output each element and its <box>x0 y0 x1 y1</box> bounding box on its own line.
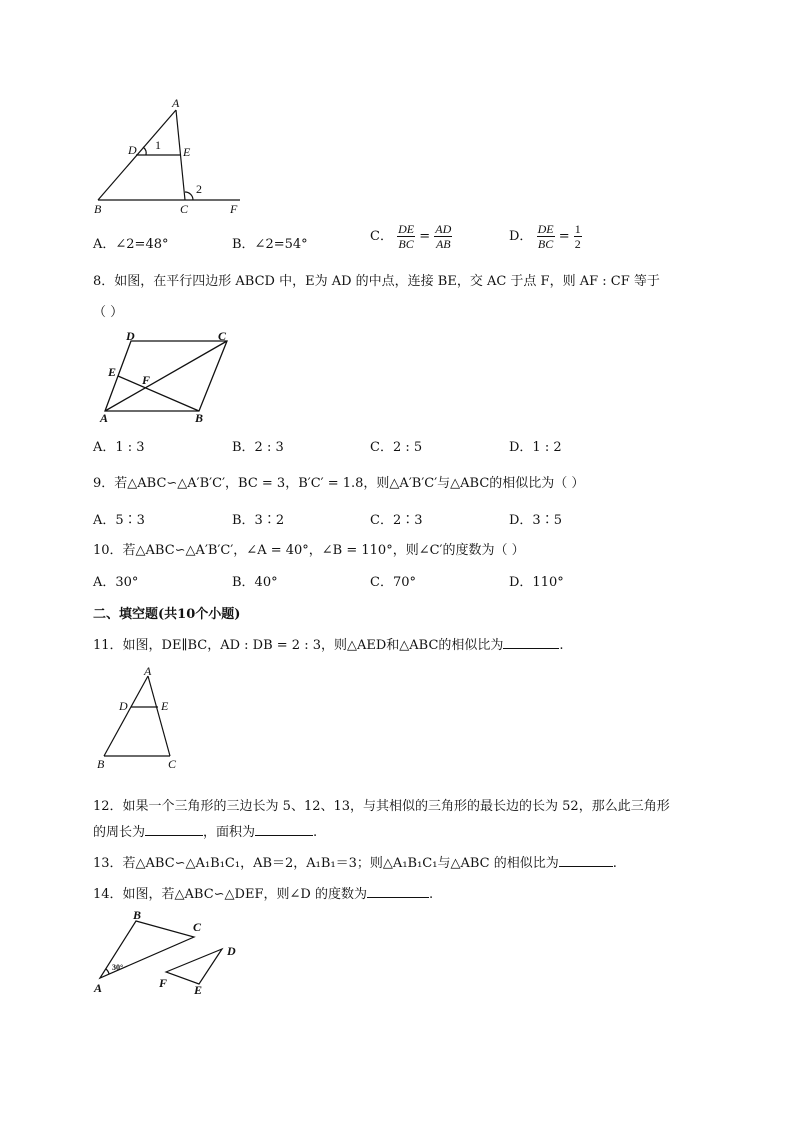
q8-label-e: E <box>108 365 117 379</box>
q10-option-c[interactable]: C．70° <box>370 575 416 590</box>
q14-answer-blank[interactable] <box>367 885 429 898</box>
q7-option-c-prefix: C． <box>370 229 393 244</box>
q7-label-f: F <box>230 202 238 216</box>
q14-figure <box>90 906 250 1001</box>
q14-angle-label: 30° <box>112 963 124 972</box>
q11-text: 11．如图，DE∥BC，AD : DB = 2 : 3，则△AED和△ABC的相似比为 <box>93 638 504 653</box>
q10-option-d[interactable]: D．110° <box>509 575 564 590</box>
q10-option-b[interactable]: B．40° <box>232 575 278 590</box>
q13-answer-blank[interactable] <box>559 854 613 867</box>
q7-angle-1: 1 <box>155 138 161 152</box>
q7-option-c[interactable] <box>370 222 452 251</box>
q8-text: 8．如图，在平行四边形 ABCD 中，E为 AD 的中点，连接 BE，交 AC 于点 F，则 AF : CF 等于 <box>93 274 660 289</box>
q11-label-d: D <box>119 699 128 713</box>
q7-label-d: D <box>128 143 137 157</box>
q8-label-b: B <box>195 411 204 425</box>
q14-end: . <box>428 887 434 902</box>
q11-label-e: E <box>161 699 169 713</box>
q13-text: 13．若△ABC∽△A₁B₁C₁，AB＝2，A₁B₁＝3；则△A₁B₁C₁与△ABC 的相似比为 <box>93 856 559 871</box>
q8-label-c: C <box>218 330 227 343</box>
q11-end: . <box>559 638 564 653</box>
q12-line-2 <box>93 821 317 840</box>
q14-label-f: F <box>159 976 168 990</box>
q8-label-f: F <box>142 373 151 387</box>
frac-den: AB <box>435 237 451 251</box>
q8-label-a: A <box>100 411 109 425</box>
q11-figure <box>92 664 187 772</box>
q7-option-a[interactable]: A．∠2=48° <box>93 237 169 252</box>
q8-label-d: D <box>126 330 135 343</box>
q7-option-d[interactable] <box>509 222 582 251</box>
q9-option-d[interactable]: D．3∶5 <box>509 513 562 528</box>
frac-num: DE <box>398 222 415 236</box>
q8-option-d[interactable]: D．1 : 2 <box>509 440 562 455</box>
q7-label-a: A <box>172 96 180 110</box>
q7-option-d-prefix: D． <box>509 229 533 244</box>
q7-option-d-fraction-1 <box>537 222 555 251</box>
q12-area-blank[interactable] <box>255 823 313 836</box>
q11-label-b: B <box>97 757 105 771</box>
q14-label-d: D <box>227 944 236 958</box>
q8-option-c[interactable]: C．2 : 5 <box>370 440 423 455</box>
q14-label-e: E <box>194 983 203 997</box>
frac-den: 2 <box>574 237 581 251</box>
section-heading: 二、填空题(共10个小题) <box>93 607 241 622</box>
q7-option-c-fraction-2 <box>434 222 452 251</box>
q13-end: . <box>612 856 617 871</box>
q11-answer-blank[interactable] <box>503 636 559 649</box>
q10-text: 10．若△ABC∽△A′B′C′，∠A = 40°，∠B = 110°，则∠C′的度数为（ ） <box>93 543 525 558</box>
q14-line <box>93 883 433 902</box>
q9-option-a[interactable]: A．5∶3 <box>93 513 145 528</box>
q7-figure <box>88 94 248 219</box>
q7-label-b: B <box>94 202 102 216</box>
frac-num: DE <box>537 222 554 236</box>
equals-sign: = <box>558 229 570 244</box>
q11-label-a: A <box>144 664 152 678</box>
q12-text-a: 的周长为 <box>93 825 146 840</box>
q7-option-d-fraction-2 <box>574 222 582 251</box>
q9-option-c[interactable]: C．2∶3 <box>370 513 423 528</box>
q10-option-a[interactable]: A．30° <box>93 575 139 590</box>
q7-label-e: E <box>183 145 191 159</box>
q14-label-a: A <box>94 981 103 995</box>
q12-end: . <box>313 825 318 840</box>
q7-angle-2: 2 <box>196 182 202 196</box>
q12-line-1: 12．如果一个三角形的三边长为 5、12、13，与其相似的三角形的最长边的长为 52，那么此三角形 <box>93 799 670 814</box>
frac-num: AD <box>435 222 452 236</box>
q8-answer-bracket[interactable]: （ ） <box>93 305 124 320</box>
q12-perimeter-blank[interactable] <box>145 823 203 836</box>
q11-line <box>93 634 564 653</box>
q14-label-c: C <box>193 920 202 934</box>
q7-label-c: C <box>180 202 189 216</box>
q11-label-c: C <box>168 757 177 771</box>
q14-label-b: B <box>133 908 142 922</box>
q14-text: 14．如图，若△ABC∽△DEF，则∠D 的度数为 <box>93 887 367 902</box>
q13-line <box>93 852 617 871</box>
q9-text: 9．若△ABC∽△A′B′C′，BC = 3，B′C′ = 1.8，则△A′B′C′与△ABC的相似比为（ ） <box>93 476 585 491</box>
frac-num: 1 <box>574 222 581 236</box>
frac-den: BC <box>398 237 414 251</box>
q7-option-c-fraction-1 <box>397 222 415 251</box>
q7-option-b[interactable]: B．∠2=54° <box>232 237 308 252</box>
q8-figure <box>95 330 240 425</box>
q8-option-a[interactable]: A．1 : 3 <box>93 440 145 455</box>
q12-text-b: ，面积为 <box>203 825 256 840</box>
q9-option-b[interactable]: B．3∶2 <box>232 513 285 528</box>
equals-sign: = <box>419 229 431 244</box>
q8-option-b[interactable]: B．2 : 3 <box>232 440 284 455</box>
frac-den: BC <box>537 237 554 251</box>
